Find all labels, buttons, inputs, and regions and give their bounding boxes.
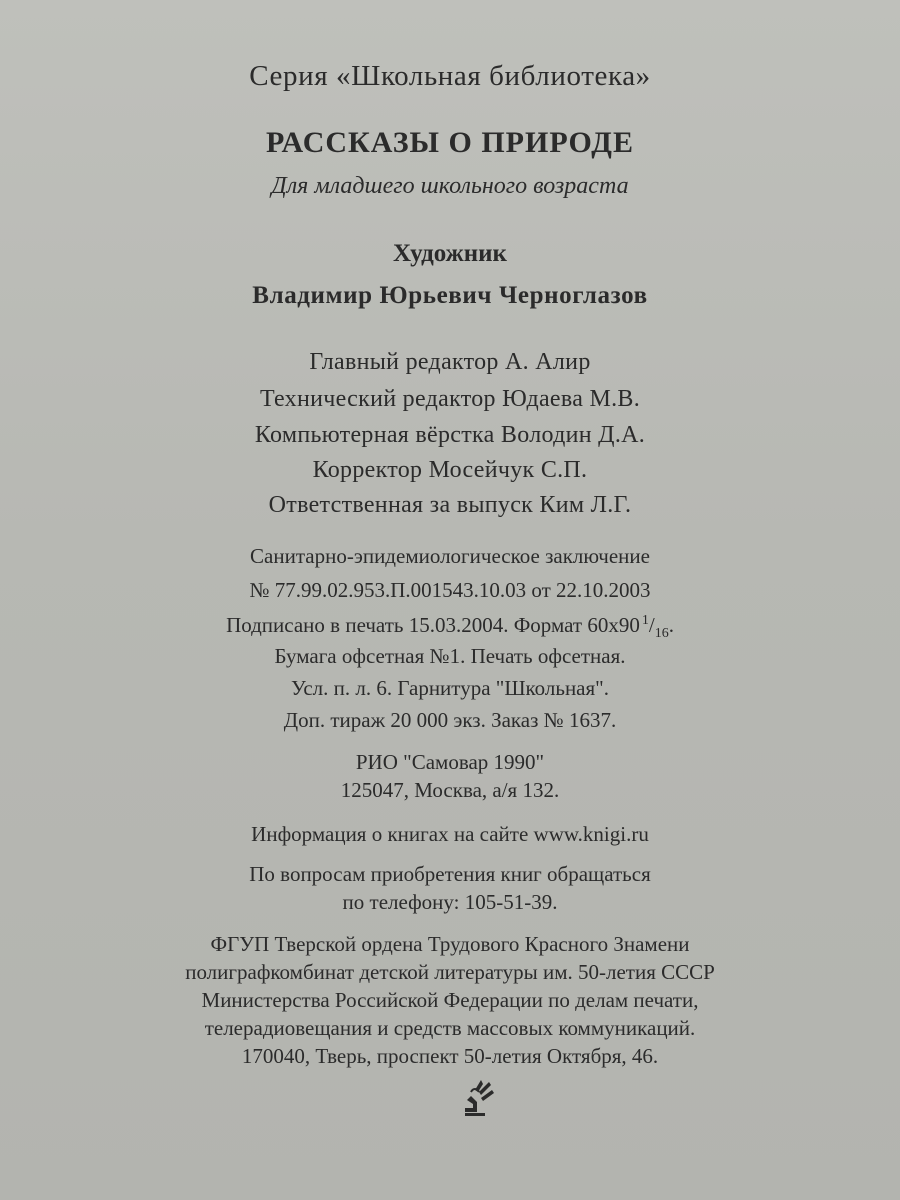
paper-info: Бумага офсетная №1. Печать офсетная. [274, 644, 626, 668]
artist-label: Художник [393, 240, 507, 267]
printing-house-logo-icon [461, 1072, 497, 1116]
purchase-info-line-2: по телефону: 105-51-39. [342, 890, 558, 914]
circulation-info: Доп. тираж 20 000 экз. Заказ № 1637. [283, 708, 617, 732]
proofreader: Корректор Мосейчук С.П. [312, 457, 588, 483]
technical-editor: Технический редактор Юдаева М.В. [259, 386, 640, 412]
printer-line-4: телерадиовещания и средств массовых коммуникаций. [204, 1016, 696, 1040]
layout-designer: Компьютерная вёрстка Володин Д.А. [254, 422, 646, 448]
sanitary-conclusion-number: № 77.99.02.953.П.001543.10.03 от 22.10.2003 [249, 578, 651, 602]
format-slash: / [648, 613, 655, 637]
printer-line-2: полиграфкомбинат детской литературы им. 50-летия СССР [185, 960, 715, 984]
format-end: . [668, 613, 674, 637]
format-numerator: 1 [641, 613, 649, 628]
sanitary-conclusion-label: Санитарно-эпидемиологическое заключение [250, 544, 650, 568]
signed-for-print [0, 614, 900, 641]
book-title: РАССКАЗЫ О ПРИРОДЕ [266, 126, 634, 159]
sheets-info: Усл. п. л. 6. Гарнитура "Школьная". [291, 676, 609, 700]
signed-for-print-text: Подписано в печать 15.03.2004. Формат 60х90 [226, 613, 640, 637]
printer-line-5: 170040, Тверь, проспект 50-летия Октября, 46. [241, 1044, 659, 1068]
chief-editor: Главный редактор А. Алир [309, 349, 591, 375]
format-denominator: 16 [654, 626, 669, 642]
series-title: Серия «Школьная библиотека» [249, 60, 651, 92]
website-info: Информация о книгах на сайте www.knigi.ru [251, 822, 649, 846]
publisher-address: 125047, Москва, а/я 132. [340, 778, 560, 802]
publisher-name: РИО "Самовар 1990" [355, 750, 545, 774]
printer-line-3: Министерства Российской Федерации по делам печати, [201, 988, 699, 1012]
purchase-info-line-1: По вопросам приобретения книг обращаться [249, 862, 651, 886]
responsible-person: Ответственная за выпуск Ким Л.Г. [268, 492, 632, 518]
artist-name: Владимир Юрьевич Черноглазов [252, 282, 648, 309]
book-subtitle: Для младшего школьного возраста [271, 173, 629, 199]
printer-line-1: ФГУП Тверской ордена Трудового Красного Знамени [210, 932, 690, 956]
